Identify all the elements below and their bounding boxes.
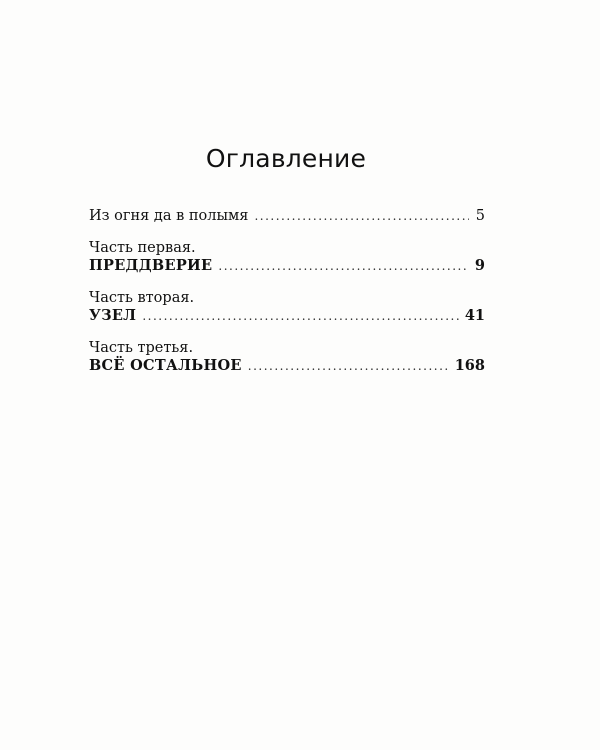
- toc-part-label: Часть вторая.: [89, 290, 195, 306]
- toc-entry-title: ПРЕДДВЕРИЕ: [89, 257, 213, 274]
- toc-entry-line: [89, 307, 485, 325]
- toc-entry-title: УЗЕЛ: [89, 307, 137, 324]
- toc-entry-title: Из огня да в полымя: [89, 208, 249, 224]
- page-title: Оглавление: [205, 144, 367, 173]
- toc-entry-line: [89, 357, 485, 375]
- toc-part-label: Часть третья.: [89, 340, 194, 356]
- toc-entry-line: [89, 207, 485, 225]
- toc-page-number: 41: [464, 307, 485, 324]
- toc-entry-prologue: [89, 207, 485, 225]
- dot-leader: [218, 257, 469, 275]
- toc-entry-part-3: [89, 339, 485, 375]
- toc-entry-part-1: [89, 239, 485, 275]
- toc-page-number: 5: [475, 208, 485, 224]
- toc-page-number: 9: [474, 257, 485, 274]
- dot-leader: [248, 357, 449, 375]
- toc-page-number: 168: [454, 357, 485, 374]
- toc-entry-part-2: [89, 289, 485, 325]
- table-of-contents: [89, 207, 485, 389]
- toc-entry-title: ВСЁ ОСТАЛЬНОЕ: [89, 357, 242, 374]
- dot-leader: [142, 307, 459, 325]
- toc-part-label: Часть первая.: [89, 240, 196, 256]
- toc-entry-line: [89, 257, 485, 275]
- dot-leader: [254, 207, 469, 225]
